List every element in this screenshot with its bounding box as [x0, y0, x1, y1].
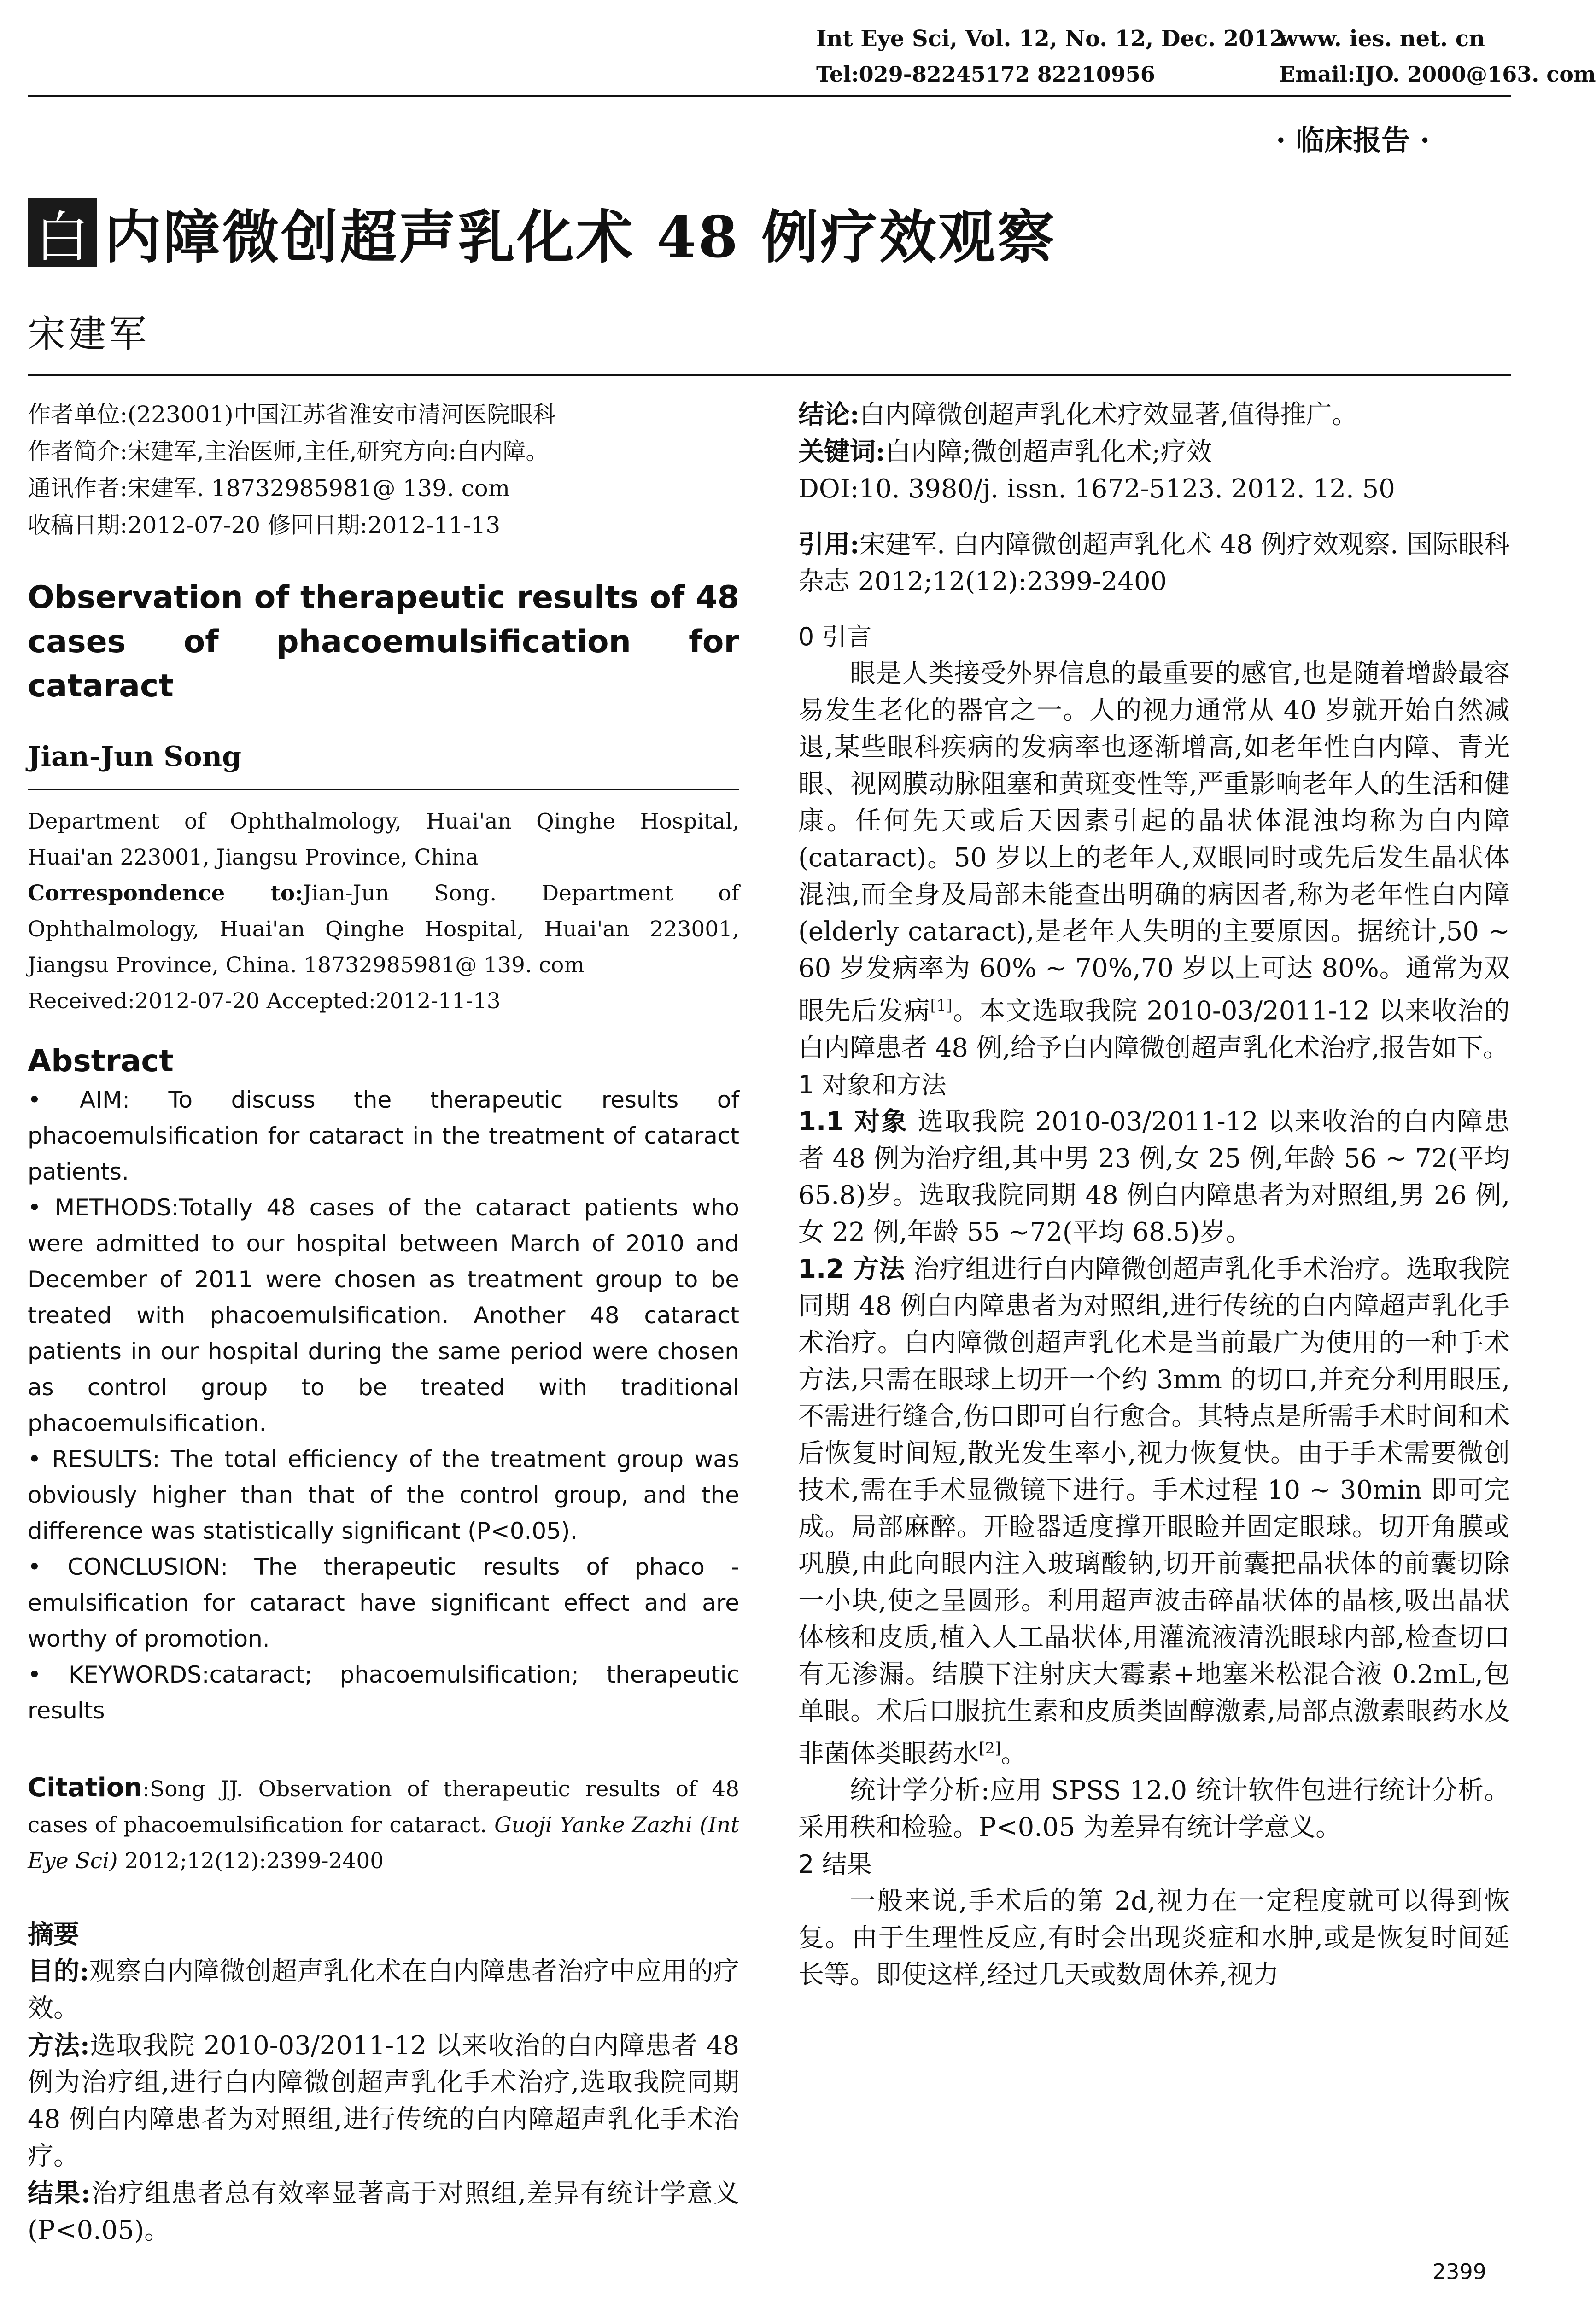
page-number: 2399: [1432, 2259, 1487, 2284]
header-divider: [28, 95, 1511, 97]
section-intro-heading: 0 引言: [798, 622, 872, 651]
doi[interactable]: DOI:10. 3980/j. issn. 1672-5123. 2012. 12. 50: [798, 474, 1395, 504]
right-column: [798, 396, 1510, 1993]
cn-methods-text: 选取我院 2010-03/2011-12 以来收治的白内障患者 48 例为治疗组,进行白内障微创超声乳化手术治疗,选取我院同期 48 例白内障患者为对照组,进行传统的白内障超声乳化手术治疗。: [28, 2031, 740, 2171]
abstract-keywords: • KEYWORDS:cataract; phacoemulsification; therapeutic results: [28, 1661, 739, 1724]
cn-abstract-results: [28, 2175, 739, 2249]
received-accepted: Received:2012-07-20 Accepted:2012-11-13: [28, 988, 501, 1014]
title-divider: [28, 374, 1511, 376]
corresponding-author: 通讯作者:宋建军. 18732985981@ 139. com: [28, 475, 510, 502]
journal-contact-line: [816, 62, 1596, 87]
author-divider: [28, 789, 739, 790]
section-methods-heading: 1 对象和方法: [798, 1070, 947, 1099]
cn-conclusion-text: 白内障微创超声乳化术疗效显著,值得推广。: [859, 400, 1358, 430]
correspondence: [28, 876, 739, 983]
english-title: Observation of therapeutic results of 48 cases of phacoemulsification for cataract: [28, 579, 739, 704]
cn-conclusion-label: 结论:: [798, 399, 859, 430]
cn-methods-label: 方法:: [28, 2030, 90, 2061]
subsection-1-2: [798, 1251, 1510, 1773]
spacer: [798, 600, 1510, 619]
journal-tel: Tel:029-82245172 82210956: [816, 62, 1155, 87]
correspondence-label: Correspondence to:: [28, 881, 303, 906]
intro-text-2: 。本文选取我院 2010-03/2011-12 以来收治的白内障患者 48 例,给予白内障微创超声乳化术治疗,报告如下。: [798, 996, 1510, 1063]
results-paragraph: 一般来说,手术后的第 2d,视力在一定程度就可以得到恢复。由于生理性反应,有时会出现炎症和水肿,或是恢复时间延长等。即使这样,经过几天或数周休养,视力: [798, 1886, 1510, 1990]
abstract-aim: • AIM: To discuss the therapeutic results of phacoemulsification for cataract in the treatment of cataract patients.: [28, 1087, 739, 1185]
cn-abstract-heading: 摘要: [28, 1919, 79, 1950]
cn-citation-text: 宋建军. 白内障微创超声乳化术 48 例疗效观察. 国际眼科杂志 2012;12(12):2399-2400: [798, 530, 1510, 596]
cn-citation: [798, 526, 1510, 600]
title-boxed-character: 白: [28, 198, 97, 267]
subsection-1-1: [798, 1104, 1510, 1251]
subsection-1-2-text: 治疗组进行白内障微创超声乳化手术治疗。选取我院同期 48 例白内障患者为对照组,进行传统的白内障超声乳化手术治疗。白内障微创超声乳化术是当前最广为使用的一种手术方法,只需在眼球上切开一个约 3mm 的切口,并充分利用眼压,不需进行缝合,伤口即可自行愈合。其特点是所需手术时间和术后恢复时间短,散光发生率小,视力恢复快。由于手术需要微创技术,需在手术显微镜下进行。手术过程 10 ~ 30min 即可完成。局部麻醉。开睑器适度撑开眼睑并固定眼球。切开角膜或巩膜,由此向眼内注入玻璃酸钠,切开前囊把晶状体的前囊切除一小块,使之呈圆形。利用超声波击碎晶状体的晶核,吸出晶状体核和皮质,植入人工晶状体,用灌流液清洗眼球内部,检查切口有无渗漏。结膜下注射庆大霉素+地塞米松混合液 0.2mL,包单眼。术后口服抗生素和皮质类固醇激素,局部点激素眼药水及非菌体类眼药水: [798, 1254, 1510, 1769]
subsection-1-1-text: 选取我院 2010-03/2011-12 以来收治的白内障患者 48 例为治疗组,其中男 23 例,女 25 例,年龄 56 ~ 72(平均 65.8)岁。选取我院同期 48 例白内障患者为对照组,男 26 例,女 22 例,年龄 55 ~72(平均 68.5)岁。: [798, 1106, 1510, 1247]
article-title: [28, 193, 1056, 272]
subsection-1-2-label: 1.2 方法: [798, 1254, 905, 1284]
abstract-results: • RESULTS: The total efficiency of the treatment group was obviously higher than that of the control group, and the difference was statistically significant (P<0.05).: [28, 1446, 739, 1544]
subsection-1-2-ref[interactable]: [2]: [979, 1739, 1001, 1758]
intro-text: 眼是人类接受外界信息的最重要的感官,也是随着增龄最容易发生老化的器官之一。人的视力通常从 40 岁就开始自然减退,某些眼科疾病的发病率也逐渐增高,如老年性白内障、青光眼、视网膜动脉阻塞和黄斑变性等,严重影响老年人的生活和健康。任何先天或后天因素引起的晶状体混浊均称为白内障(cataract)。50 岁以上的老年人,双眼同时或先后发生晶状体混浊,而全身及局部未能查出明确的病因者,称为老年性白内障(elderly cataract),是老年人失明的主要原因。据统计,50 ~ 60 岁发病率为 60% ~ 70%,70 岁以上可达 80%。通常为双眼先后发病: [798, 659, 1510, 1026]
cn-aim-text: 观察白内障微创超声乳化术在白内障患者治疗中应用的疗效。: [28, 1957, 740, 2023]
citation-label: Citation: [28, 1773, 143, 1803]
received-dates-cn: 收稿日期:2012-07-20 修回日期:2012-11-13: [28, 512, 501, 538]
cn-abstract-conclusion: [798, 396, 1510, 433]
intro-paragraph: [798, 655, 1510, 1067]
citation-journal: Guoji Yanke Zazhi (Int Eye Sci): [28, 1812, 739, 1874]
cn-abstract-methods: [28, 2027, 739, 2175]
cn-results-label: 结果:: [28, 2178, 91, 2209]
abstract-heading: Abstract: [28, 1043, 174, 1079]
cn-abstract-aim: [28, 1953, 739, 2027]
journal-header-line: [816, 26, 1485, 52]
title-text: 内障微创超声乳化术 48 例疗效观察: [104, 204, 1056, 271]
citation: [28, 1770, 739, 1879]
author-name-cn: 宋建军: [28, 312, 150, 356]
cn-abstract-keywords: [798, 433, 1510, 471]
section-results-heading: 2 结果: [798, 1850, 872, 1879]
english-author: Jian-Jun Song: [28, 741, 242, 773]
journal-citation-line: Int Eye Sci, Vol. 12, No. 12, Dec. 2012: [816, 26, 1285, 52]
cn-aim-label: 目的:: [28, 1956, 89, 1986]
subsection-1-2-end: 。: [1001, 1739, 1027, 1769]
cn-citation-label: 引用:: [798, 529, 859, 560]
cn-keywords-label: 关键词:: [798, 437, 885, 467]
cn-keywords-text: 白内障;微创超声乳化术;疗效: [885, 437, 1212, 467]
journal-email[interactable]: Email:IJO. 2000@163. com: [1279, 62, 1596, 87]
citation-text: :Song JJ. Observation of therapeutic results of 48 cases of phacoemulsification for cataract.: [28, 1776, 739, 1838]
department: Department of Ophthalmology, Huai'an Qinghe Hospital, Huai'an 223001, Jiangsu Province, China: [28, 809, 739, 870]
citation-tail: 2012;12(12):2399-2400: [124, 1848, 384, 1874]
spacer: [798, 508, 1510, 526]
statistics-paragraph: 统计学分析:应用 SPSS 12.0 统计软件包进行统计分析。采用秩和检验。P<0.05 为差异有统计学意义。: [798, 1776, 1510, 1843]
intro-ref[interactable]: [1]: [930, 996, 953, 1015]
column-tag: · 临床报告 ·: [1276, 123, 1430, 157]
author-affiliation: 作者单位:(223001)中国江苏省淮安市清河医院眼科: [28, 401, 556, 428]
cn-results-text: 治疗组患者总有效率显著高于对照组,差异有统计学意义(P<0.05)。: [28, 2179, 739, 2245]
author-bio: 作者简介:宋建军,主治医师,主任,研究方向:白内障。: [28, 438, 549, 465]
journal-website[interactable]: www. ies. net. cn: [1279, 26, 1485, 52]
left-column: [28, 396, 739, 2249]
abstract-methods: • METHODS:Totally 48 cases of the cataract patients who were admitted to our hospital between March of 2010 and December of 2011 were chosen as treatment group to be treated with phacoemulsification. Another 48 cataract patients in our hospital during the same period were chosen as control group to be treated with traditional phacoemulsification.: [28, 1194, 739, 1437]
subsection-1-1-label: 1.1 对象: [798, 1106, 908, 1137]
correspondence-text: Jian-Jun Song. Department of Ophthalmology, Huai'an Qinghe Hospital, Huai'an 223001, Jiangsu Province, China. 18732985981@ 139. com: [28, 881, 739, 978]
abstract-conclusion: • CONCLUSION: The therapeutic results of phaco - emulsification for cataract have significant effect and are worthy of promotion.: [28, 1554, 739, 1652]
